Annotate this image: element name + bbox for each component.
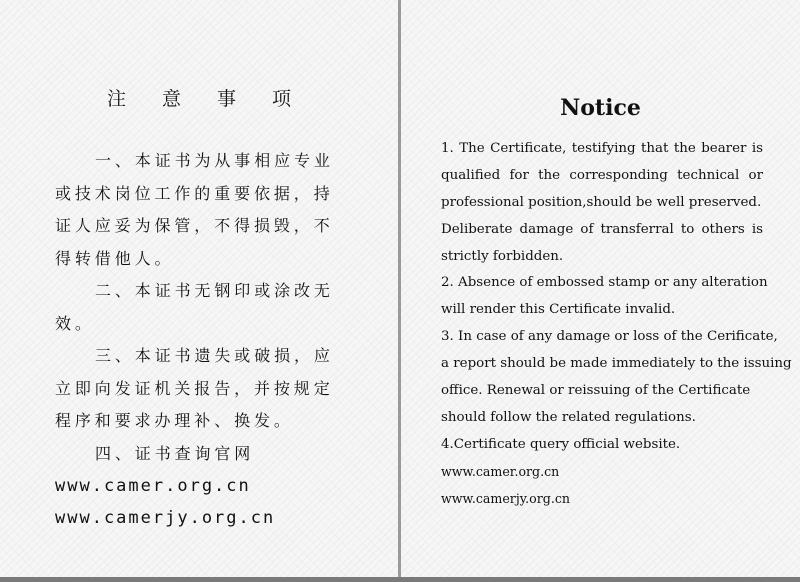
chinese-item-3-line-2: 立即向发证机关报告，并按规定 [55,378,334,398]
english-item-2-line-1: 2. Absence of embossed stamp or any alteration [441,275,768,291]
english-item-1-line-3: professional position,should be well preserved. [441,194,762,210]
chinese-item-3-line-3: 程序和要求办理补、换发。 [55,411,294,430]
english-item-2-line-2: will render this Certificate invalid. [441,302,676,318]
english-item-4-line-1: 4.Certificate query official website. [441,436,681,452]
english-item-3-line-3: office. Renewal or reissuing of the Certificate [441,383,751,399]
english-url-2: www.camerjy.org.cn [441,490,571,506]
chinese-item-4-line-1: 四、证书查询官网 [95,443,255,463]
english-item-1-line-2: qualified for the corresponding technical or [441,167,763,183]
english-item-1-line-4: Deliberate damage of transferral to others is [441,221,763,237]
english-item-1-line-1: 1. The Certificate, testifying that the bearer is [441,141,763,156]
english-item-3-line-1: 3. In case of any damage or loss of the Cerificate, [441,329,778,345]
chinese-url-2: www.camerjy.org.cn [55,508,276,528]
chinese-notice-title: 注 意 事 项 [106,88,307,110]
english-item-3-line-4: should follow the related regulations. [441,409,696,425]
english-notice-body [441,136,792,512]
english-url-1: www.camer.org.cn [441,463,560,479]
english-item-1-line-5: strictly forbidden. [441,248,564,264]
chinese-item-2-line-1: 二、本证书无钢印或涂改无 [95,281,334,300]
english-notice-title: Notice [560,95,641,121]
chinese-item-2-line-2: 效。 [55,313,95,333]
chinese-item-3-line-1: 三、本证书遗失或破损，应 [95,346,334,365]
chinese-item-1-line-4: 得转借他人。 [55,248,175,268]
chinese-item-1-line-1: 一、本证书为从事相应专业 [95,151,334,170]
chinese-url-1: www.camer.org.cn [55,476,251,496]
chinese-item-1-line-2: 或技术岗位工作的重要依据，持 [55,183,334,203]
page-bottom-edge [0,577,800,582]
english-item-3-line-2: a report should be made immediately to the issuing [441,356,792,372]
chinese-notice-body [55,145,355,534]
chinese-item-1-line-3: 证人应妥为保管，不得损毁，不 [55,216,334,235]
